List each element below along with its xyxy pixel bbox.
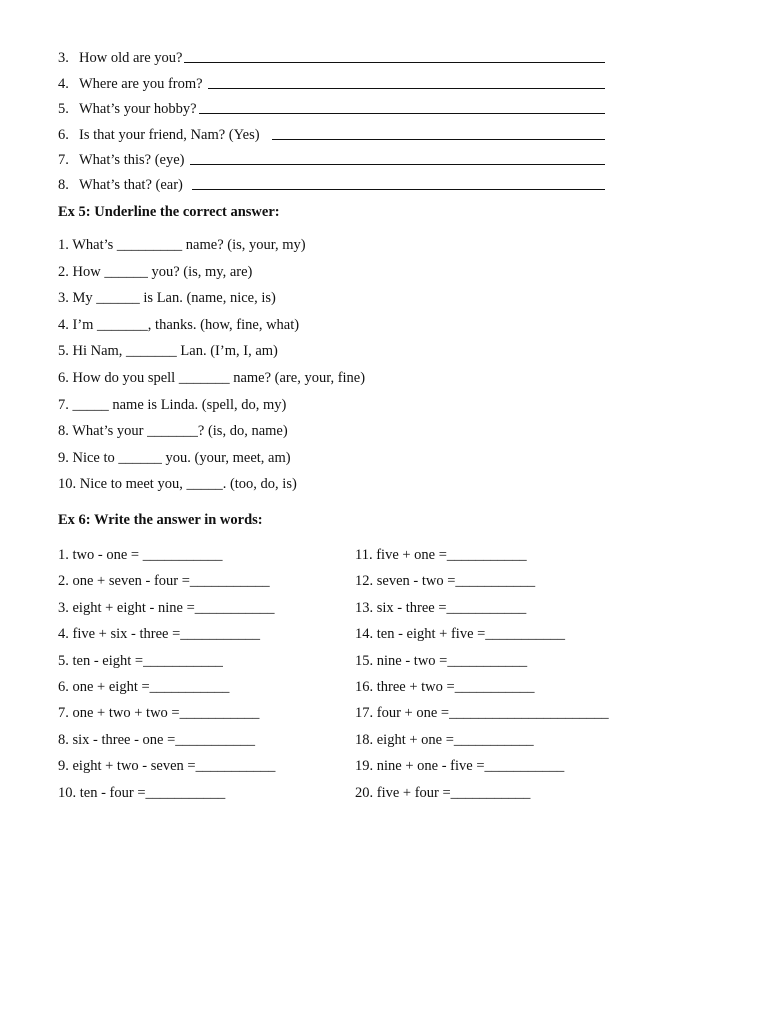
question-text: Is that your friend, Nam? (Yes) <box>79 126 271 143</box>
question-text: What’s that? (ear) <box>79 177 191 194</box>
question-number: 5. <box>58 101 69 118</box>
answer-line[interactable] <box>192 189 605 190</box>
ex6-item: 5. ten - eight =___________ <box>58 652 223 669</box>
question-number: 6. <box>58 126 69 143</box>
ex6-item: 3. eight + eight - nine =___________ <box>58 599 275 616</box>
ex6-item: 1. two - one = ___________ <box>58 547 223 563</box>
question-number: 7. <box>58 151 69 168</box>
answer-line[interactable] <box>199 113 605 114</box>
ex6-right-column <box>355 547 609 811</box>
ex6-item: 8. six - three - one =___________ <box>58 731 256 748</box>
answer-line[interactable] <box>190 164 605 165</box>
question-text: What’s your hobby? <box>79 101 197 118</box>
question-list <box>58 42 618 194</box>
ex6-item: 20. five + four =___________ <box>355 784 531 801</box>
question-number: 3. <box>58 50 69 67</box>
ex5-item: 4. I’m _______, thanks. (how, fine, what) <box>58 316 300 333</box>
ex5-heading: Ex 5: Underline the correct answer: <box>58 204 280 220</box>
question-row <box>58 67 618 92</box>
question-row <box>58 93 618 118</box>
ex6-item: 17. four + one =______________________ <box>355 705 609 722</box>
ex5-item: 8. What’s your _______? (is, do, name) <box>58 423 288 440</box>
ex6-item: 14. ten - eight + five =___________ <box>355 626 566 643</box>
question-row <box>58 144 618 169</box>
ex6-item: 4. five + six - three =___________ <box>58 626 261 643</box>
ex6-item: 11. five + one =___________ <box>355 547 527 563</box>
ex6-heading: Ex 6: Write the answer in words: <box>58 512 263 528</box>
ex6-item: 9. eight + two - seven =___________ <box>58 758 276 775</box>
ex5-item: 5. Hi Nam, _______ Lan. (I’m, I, am) <box>58 343 278 360</box>
question-number: 4. <box>58 75 69 92</box>
ex6-item: 6. one + eight =___________ <box>58 678 230 695</box>
ex5-item: 1. What’s _________ name? (is, your, my) <box>58 237 306 253</box>
ex5-item: 2. How ______ you? (is, my, are) <box>58 263 253 280</box>
ex6-item: 10. ten - four =___________ <box>58 784 226 801</box>
ex6-item: 18. eight + one =___________ <box>355 731 534 748</box>
question-text: Where are you from? <box>79 75 207 92</box>
question-row <box>58 42 618 67</box>
question-row <box>58 118 618 143</box>
question-text: What’s this? (eye) <box>79 151 189 168</box>
answer-line[interactable] <box>184 62 605 63</box>
question-number: 8. <box>58 177 69 194</box>
ex5-item: 9. Nice to ______ you. (your, meet, am) <box>58 449 291 466</box>
ex5-item: 3. My ______ is Lan. (name, nice, is) <box>58 290 276 307</box>
answer-line[interactable] <box>208 88 605 89</box>
ex6-item: 19. nine + one - five =___________ <box>355 758 565 775</box>
ex5-item: 6. How do you spell _______ name? (are, your, fine) <box>58 369 366 386</box>
ex6-item: 12. seven - two =___________ <box>355 573 536 590</box>
answer-line[interactable] <box>272 139 605 140</box>
ex6-left-column <box>58 547 275 811</box>
ex5-item: 7. _____ name is Linda. (spell, do, my) <box>58 396 287 413</box>
ex5-item: 10. Nice to meet you, _____. (too, do, is) <box>58 476 297 493</box>
question-text: How old are you? <box>79 50 183 67</box>
question-row <box>58 169 618 194</box>
ex5-list <box>58 237 365 503</box>
ex6-item: 15. nine - two =___________ <box>355 652 528 669</box>
ex6-item: 16. three + two =___________ <box>355 678 535 695</box>
ex6-item: 2. one + seven - four =___________ <box>58 573 270 590</box>
ex6-item: 7. one + two + two =___________ <box>58 705 260 722</box>
ex6-item: 13. six - three =___________ <box>355 599 527 616</box>
